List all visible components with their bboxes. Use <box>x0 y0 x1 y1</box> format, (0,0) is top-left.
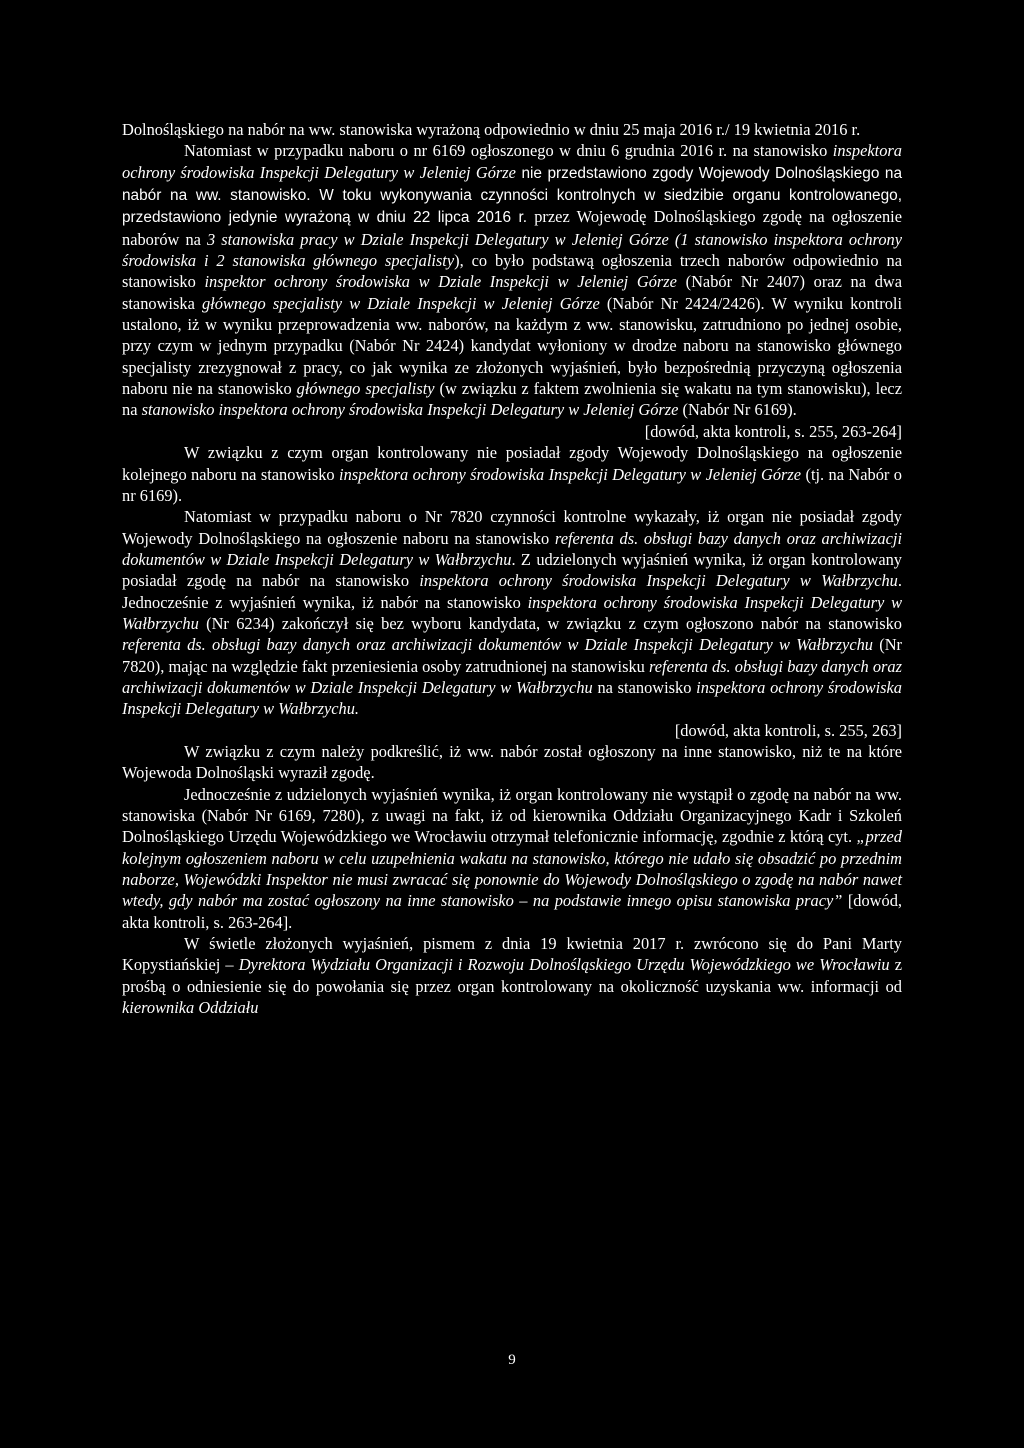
paragraph-7 <box>122 933 902 1018</box>
text-run: W świetle złożonych wyjaśnień, pismem z dnia 19 kwietnia 2017 r. zwrócono się do Pani Marty Kopystiańskiej – <box>122 934 902 975</box>
page-number: 9 <box>508 1352 516 1368</box>
italic-run: głównego specjalisty w Dziale Inspekcji w Jeleniej Górze <box>201 293 600 313</box>
paragraph-4 <box>122 506 902 719</box>
citation-1: [dowód, akta kontroli, s. 255, 263-264] <box>644 421 902 441</box>
italic-run: referenta ds. obsługi bazy danych oraz archiwizacji dokumentów w Dziale Inspekcji Delegatury w Wałbrzychu <box>122 528 902 569</box>
italic-run: inspektora ochrony środowiska Inspekcji Delegatury w Jeleniej Górze <box>122 141 902 182</box>
italic-run: stanowisko inspektora ochrony środowiska Inspekcji Delegatury w Jeleniej Górze <box>141 400 679 420</box>
text-run: . Z udzielonych wyjaśnień wynika, iż organ kontrolowany posiadał zgodę na nabór na stanowisko <box>122 549 902 591</box>
paragraph-6 <box>122 784 902 933</box>
italic-run: 3 stanowiska pracy w Dziale Inspekcji Delegatury w Jeleniej Górze (1 stanowisko inspektora ochrony środowiska i 2 stanowiska głównego specjalisty <box>122 229 902 271</box>
italic-run: inspektor ochrony środowiska w Dziale Inspekcji w Jeleniej Górze <box>204 272 677 292</box>
italic-run: Dyrektora Wydziału Organizacji i Rozwoju Dolnośląskiego Urzędu Wojewódzkiego we Wrocławiu <box>238 955 890 975</box>
text-run: na stanowisko <box>592 677 697 697</box>
italic-run: referenta ds. obsługi bazy danych oraz archiwizacji dokumentów w Dziale Inspekcji Delegatury w Wałbrzychu <box>122 656 902 697</box>
italic-run: inspektora ochrony środowiska Inspekcji Delegatury w Wałbrzychu <box>419 571 898 591</box>
text-run: Natomiast w przypadku naboru o nr 6169 ogłoszonego w dniu 6 grudnia 2016 r. na stanowisko <box>184 141 833 161</box>
italic-run: referenta ds. obsługi bazy danych oraz archiwizacji dokumentów w Dziale Inspekcji Delegatury w Wałbrzychu <box>122 635 873 655</box>
text-run: (Nabór Nr 2424/2426). W wyniku kontroli ustalono, iż w wyniku przeprowadzenia ww. naborów, na każdym z ww. stanowisku, zatrudniono po jednej osobie, przy czym w jednym przypadku (Nabór Nr 2424) kandydat wyłoniony w drodze naboru na stanowisko głównego specjalisty zrezygnował z pracy, co jak wynika ze złożonych wyjaśnień, było bezpośrednią przyczyną ogłoszenia naboru nie na stanowisko <box>122 293 902 399</box>
text-run: (Nabór Nr 6169). <box>678 400 797 420</box>
italic-run: inspektora ochrony środowiska Inspekcji Delegatury w Wałbrzychu <box>122 592 902 633</box>
text-run: nie przedstawiono zgody Wojewody Dolnośląskiego na nabór na ww. stanowisko. W toku wykonywania czynności kontrolnych w siedzibie organu kontrolowanego, przedstawiono jedynie wyrażoną w dniu 22 lipca 2016 r. <box>122 164 903 227</box>
text-run: W związku z czym organ kontrolowany nie posiadał zgody Wojewody Dolnośląskiego na ogłoszenie kolejnego naboru na stanowisko <box>122 443 902 484</box>
italic-run: głównego specjalisty <box>296 379 435 399</box>
text-run: ), co było podstawą ogłoszenia trzech naborów odpowiednio na stanowisko <box>122 251 902 292</box>
italic-run: inspektora ochrony środowiska Inspekcji Delegatury w Jeleniej Górze <box>339 464 802 484</box>
text-run: . Jednocześnie z wyjaśnień wynika, iż nabór na stanowisko <box>122 571 902 612</box>
citation-2: [dowód, akta kontroli, s. 255, 263] <box>674 720 902 740</box>
text-run: (tj. na Nabór o nr 6169). <box>122 464 902 505</box>
text-run: z prośbą o odniesienie się do powołania się przez organ kontrolowany na okoliczność uzyskania ww. informacji od <box>122 955 902 996</box>
text-run: Natomiast w przypadku naboru o Nr 7820 czynności kontrolne wykazały, iż organ nie posiadał zgody Wojewody Dolnośląskiego na ogłoszenie naboru na stanowisko <box>122 507 902 548</box>
paragraph-5 <box>122 741 902 784</box>
paragraph-2 <box>122 140 902 420</box>
text-run: [dowód, akta kontroli, s. 263-264]. <box>122 891 902 932</box>
italic-run: inspektora ochrony środowiska Inspekcji Delegatury w Wałbrzychu. <box>122 677 902 719</box>
text-run: (Nabór Nr 2407) oraz na dwa stanowiska <box>122 272 902 313</box>
text-run: (Nr 7820), mając na względzie fakt przeniesienia osoby zatrudnionej na stanowisku <box>122 635 902 676</box>
paragraph-1 <box>122 119 902 140</box>
text-run: (w związku z faktem zwolnienia się wakatu na tym stanowisku), lecz na <box>122 379 902 420</box>
text-run: Dolnośląskiego na nabór na ww. stanowiska wyrażoną odpowiednio w dniu 25 maja 2016 r./ 19 kwietnia 2016 r. <box>122 120 861 139</box>
italic-quote: „przed kolejnym ogłoszeniem naboru w celu uzupełnienia wakatu na stanowisko, którego nie udało się obsadzić po przednim naborze, Wojewódzki Inspektor nie musi zwracać się ponownie do Wojewody Dolnośląskiego o zgodę na nabór nawet wtedy, gdy nabór ma zostać ogłoszony na inne stanowisko – na podstawie innego opisu stanowiska pracy” <box>122 827 902 911</box>
document-body <box>122 119 902 1018</box>
paragraph-3 <box>122 442 902 506</box>
italic-run: kierownika Oddziału <box>122 998 259 1018</box>
text-run: W związku z czym należy podkreślić, iż ww. nabór został ogłoszony na inne stanowisko, niż te na które Wojewoda Dolnośląski wyraził zgodę. <box>122 741 902 783</box>
text-run: przez Wojewodę Dolnośląskiego zgodę na ogłoszenie naborów na <box>122 207 902 249</box>
text-run: Jednocześnie z udzielonych wyjaśnień wynika, iż organ kontrolowany nie wystąpił o zgodę na nabór na ww. stanowiska (Nabór Nr 6169, 7280), z uwagi na fakt, iż od kierownika Oddziału Organizacyjnego Kadr i Szkoleń Dolnośląskiego Urzędu Wojewódzkiego we Wrocławiu otrzymał telefonicznie informację, zgodnie z którą cyt. <box>122 784 902 847</box>
text-run: (Nr 6234) zakończył się bez wyboru kandydata, w związku z czym ogłoszono nabór na stanowisko <box>198 613 902 633</box>
